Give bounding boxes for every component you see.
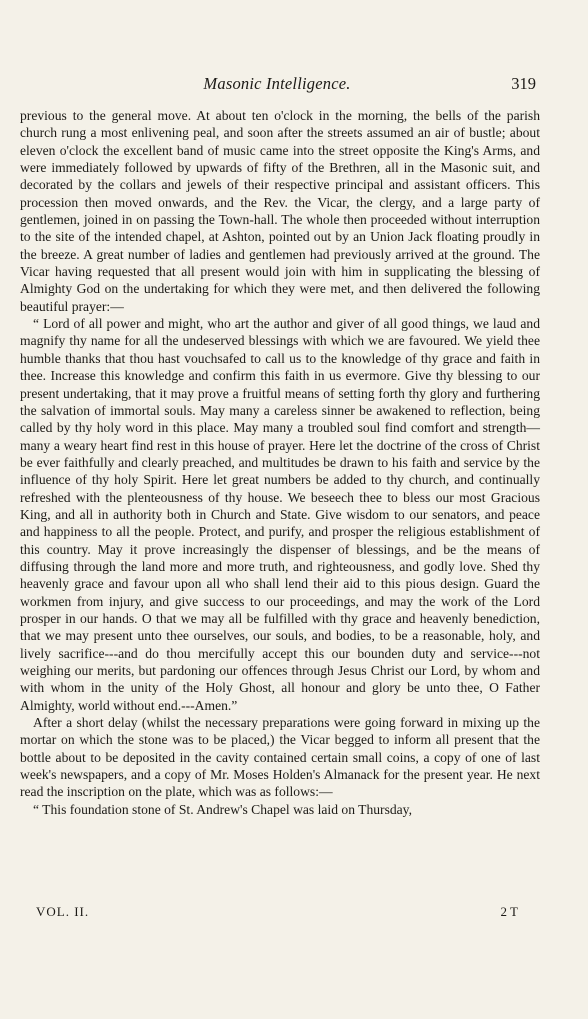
page-header: [18, 74, 536, 96]
volume-label: VOL. II.: [36, 904, 90, 919]
page-footer: [36, 904, 518, 922]
paragraph-prayer: “ Lord of all power and might, who art the author and giver of all good things, we laud and magnify thy name for all the undeserved blessings with which we are favoured. We yield thee humble thanks that thou hast vouchsafed to call us to the knowledge of thy grace and faith in thee. Increase this knowledge and confirm this faith in us evermore. Give thy blessing to our present undertaking, that it may prove a fruitful means of setting forth thy glory and furthering the salvation of immortal souls. May many a careless sinner be awakened to reflection, being called by thy holy word in this place. May many a troubled soul find comfort and strength—many a weary heart find rest in this house of prayer. Here let the doctrine of the cross of Christ be ever faithfully and clearly preached, and multitudes be drawn to his faith and service by the influence of thy holy Spirit. Here let great numbers be added to thy church, and continually refreshed with the plenteousness of thy house. We beseech thee to bless our most Gracious King, and all in authority both in Church and State. Give wisdom to our senators, and peace and happiness to all the people. Protect, and purify, and prosper the religious establishment of this country. May it prove increasingly the dispenser of blessings, and be the means of diffusing through the land more and more truth, and righteousness, and godly love. Shed thy heavenly grace and favour upon all who shall lend their aid to this pious design. Guard the workmen from injury, and give success to our proceedings, and may the work of the Lord prosper in our hands. O that we may all be fulfilled with thy grace and heavenly benediction, that we may present unto thee ourselves, our souls, and bodies, to be a reasonable, holy, and lively sacrifice---and do thou mercifully accept this our bounden duty and service---not weighing our merits, but pardoning our offences through Jesus Christ our Lord, by whom and with whom in the unity of the Holy Ghost, all honour and glory be unto thee, O Father Almighty, world without end.---Amen.”: [20, 316, 540, 713]
paragraph-inscription: “ This foundation stone of St. Andrew's Chapel was laid on Thursday,: [33, 801, 412, 817]
paragraph-procession: previous to the general move. At about ten o'clock in the morning, the bells of the parish church rung a most enlivening peal, and soon after the streets assumed an air of bustle; about eleven o'clock the excellent band of music came into the street opposite the King's Arms, and were immediately followed by upwards of fifty of the Brethren, all in the Masonic suit, and decorated by the collars and jewels of their respective principal and assistant officers. This procession then moved onwards, and the Rev. the Vicar, the clergy, and a large party of gentlemen, joined in on passing the Town-hall. The whole then proceeded without interruption to the site of the intended chapel, at Ashton, pointed out by an Union Jack floating proudly in the breeze. A great number of ladies and gentlemen had previously arrived at the ground. The Vicar having requested that all present would join with him in supplicating the blessing of Almighty God on the undertaking for which they were met, and then delivered the following beautiful prayer:—: [20, 108, 540, 314]
body-text: [20, 107, 540, 818]
signature-mark: 2 T: [500, 904, 518, 919]
running-title: Masonic Intelligence.: [203, 74, 351, 93]
paragraph-ceremony: After a short delay (whilst the necessary preparations were going forward in mixing up the mortar on which the stone was to be placed,) the Vicar begged to inform all present that the bottle about to be deposited in the cavity contained certain small coins, a copy of one of last week's newspapers, and a copy of Mr. Moses Holden's Almanack for the present year. He next read the inscription on the plate, which was as follows:—: [20, 715, 540, 800]
page-number: 319: [511, 74, 536, 93]
